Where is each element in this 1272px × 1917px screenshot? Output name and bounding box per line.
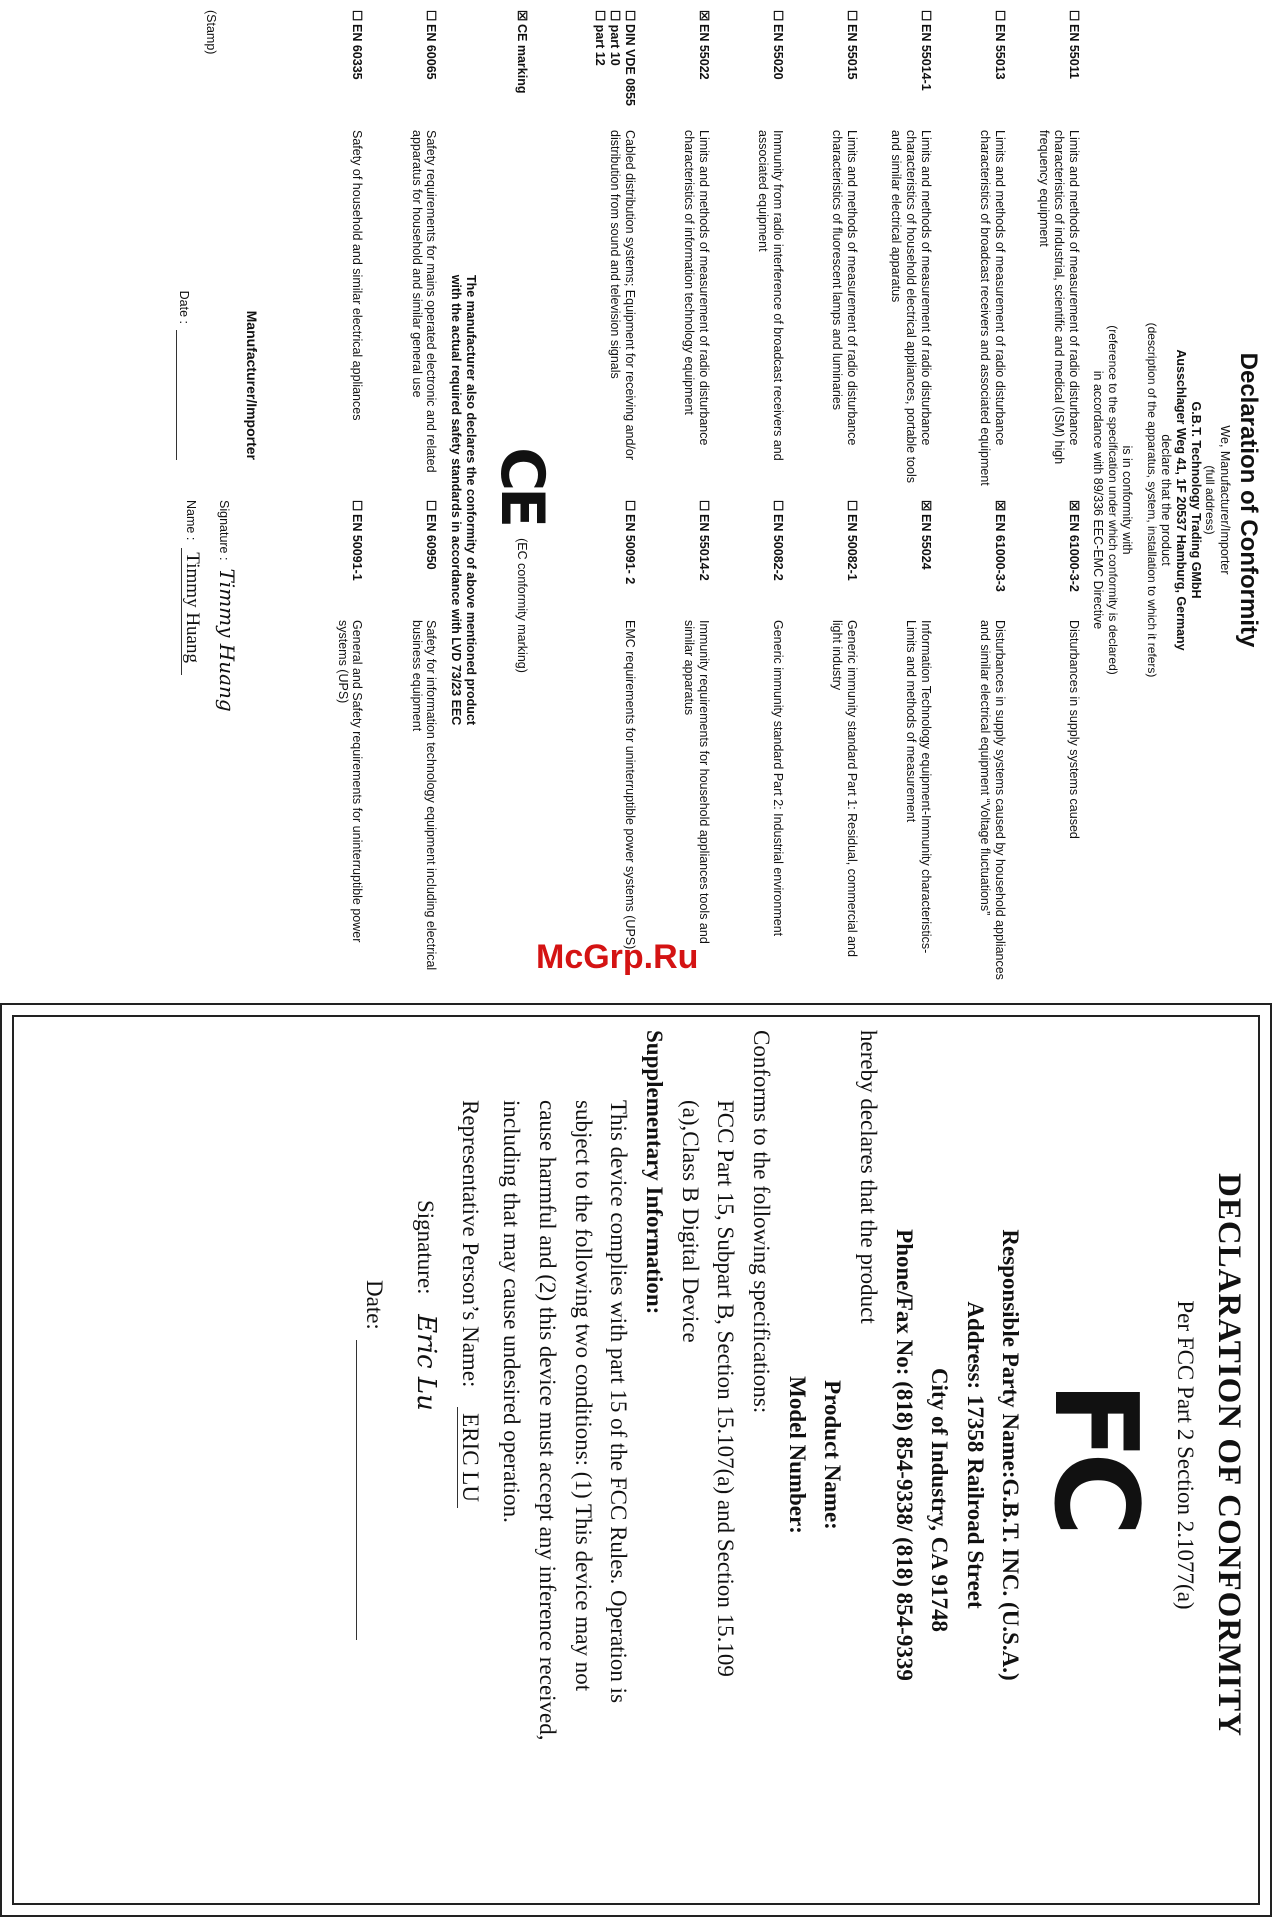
- ce-safety-right: [290, 500, 438, 990]
- fcc-phone-label: Phone/Fax No:: [891, 1229, 917, 1376]
- ce-date-label: Date :: [176, 290, 191, 324]
- standard-entry: [721, 10, 785, 500]
- fcc-party-value: G.B.T. INC. (U.S.A.): [998, 1478, 1024, 1681]
- standard-entry: [943, 10, 1007, 500]
- standard-code: EN 50082-1: [844, 514, 859, 581]
- fcc-signature: Eric Lu: [411, 1314, 442, 1411]
- checkbox-icon: ☐: [844, 10, 859, 22]
- checkbox-icon: ☒: [514, 10, 529, 22]
- fcc-supp-line2: subject to the following two conditions: (1) This device may not: [570, 1100, 596, 1692]
- ce-title: Declaration of Conformity: [1235, 352, 1262, 648]
- watermark: [536, 938, 756, 988]
- fcc-spec-line2: (a),Class B Digital Device: [677, 1100, 703, 1343]
- standard-desc: General and Safety requirements for uninterruptible power systems (UPS): [335, 620, 365, 943]
- standard-code: EN 60950: [424, 514, 439, 570]
- fcc-party-label: Responsible Party Name:: [998, 1229, 1024, 1479]
- standard-desc: Limits and methods of measurement of radio disturbance characteristics of information technology equipment: [681, 130, 711, 446]
- standard-code: EN 60065: [424, 24, 439, 80]
- standard-code: EN 50091-1: [350, 514, 365, 581]
- ce-safety-grid: [290, 10, 438, 990]
- ce-marking-label: CE marking: [514, 24, 529, 94]
- standard-entry: [647, 10, 711, 500]
- standard-entry: [573, 500, 637, 990]
- standard-entry: [795, 10, 859, 500]
- ce-conformity: is in conformity with: [1120, 445, 1135, 555]
- ce-date-line: [176, 330, 191, 460]
- ce-signature: Timmy Huang: [215, 568, 240, 712]
- standard-code: DIN VDE 0855: [622, 24, 637, 106]
- standard-desc: Limits and methods of measurement of radio disturbance characteristics of fluorescent lamps and luminaries: [829, 130, 859, 446]
- standard-code: EN 50091- 2: [622, 514, 637, 585]
- standard-code: EN 55011: [1066, 24, 1081, 79]
- fcc-phone-row: [886, 1030, 922, 1880]
- checkbox-icon: ☐: [696, 500, 711, 512]
- ce-conformity-block: [1091, 10, 1135, 990]
- checkbox-icon: ☒: [1066, 500, 1081, 512]
- ce-signature-area: [176, 10, 274, 990]
- ce-signature-right: [176, 500, 274, 990]
- standard-code: EN 55013: [992, 24, 1007, 80]
- standard-code: EN 60335: [350, 24, 365, 80]
- ce-standards-right: [563, 500, 1081, 990]
- fcc-address-label: Address:: [962, 1301, 988, 1390]
- ce-also-declares-line2: with the actual required safety standards in accordance with LVD 73/23 EEC: [449, 274, 464, 726]
- ce-safety-left: [290, 10, 438, 500]
- ce-standards-grid: [563, 10, 1081, 990]
- fcc-conforms: Conforms to the following specifications:: [748, 1030, 774, 1414]
- fcc-hereby: hereby declares that the product: [855, 1030, 881, 1324]
- checkbox-icon: ☐: [350, 10, 365, 22]
- standard-entry: [300, 500, 364, 990]
- standard-code: EN 55024: [918, 514, 933, 570]
- checkbox-icon: ☐: [424, 10, 439, 22]
- standard-desc: Immunity requirements for household appliances tools and similar apparatus: [681, 620, 711, 944]
- standard-desc: Generic immunity standard Part 1: Residual, commercial and light industry: [829, 620, 859, 957]
- standard-desc: Generic immunity standard Part 2: Industrial environment: [770, 620, 785, 937]
- standard-entry: [795, 500, 859, 990]
- fcc-declaration-content: [24, 1030, 1254, 1880]
- checkbox-icon: ☐: [622, 10, 637, 22]
- fcc-logo: FC: [1028, 1381, 1163, 1529]
- checkbox-icon: ☐: [350, 500, 365, 512]
- standard-code: EN 61000-3-2: [1066, 514, 1081, 592]
- fcc-rep-value: ERIC LU: [457, 1407, 483, 1508]
- fcc-party-row: [993, 1030, 1029, 1880]
- checkbox-icon: ☒: [696, 10, 711, 22]
- ce-also-declares-line1: The manufacturer also declares the conformity of above mentioned product: [463, 274, 478, 726]
- fcc-date-row: [356, 1030, 392, 1880]
- ce-reference: (reference to the specification under which conformity is declared): [1105, 325, 1120, 675]
- ce-marking-row: [486, 10, 557, 990]
- fcc-date-label: Date:: [361, 1280, 387, 1330]
- watermark-text: McGrp.Ru: [536, 938, 699, 976]
- checkbox-icon: ☐: [1066, 10, 1081, 22]
- ce-name-value: Timmy Huang: [181, 548, 203, 675]
- fcc-supp-line3: cause harmful and (2) this device must accept any inference received,: [535, 1100, 561, 1741]
- standard-entry: [374, 500, 438, 990]
- standard-desc: Limits and methods of measurement of radio disturbance characteristics of broadcast receivers and associated equipment: [977, 130, 1007, 486]
- fcc-model-label: Model Number:: [784, 1376, 810, 1534]
- fcc-title: DECLARATION OF CONFORMITY: [1211, 1172, 1247, 1737]
- standard-code: EN 55015: [844, 24, 859, 80]
- standard-desc: Disturbances in supply systems caused: [1066, 620, 1081, 839]
- checkbox-icon: ☐: [844, 500, 859, 512]
- fcc-phone-value: (818) 854-9338/ (818) 854-9339: [891, 1381, 917, 1681]
- ce-full-address: (full address): [1202, 465, 1217, 535]
- fcc-product-label: Product Name:: [820, 1380, 846, 1530]
- standard-code: EN 50082-2: [770, 514, 785, 581]
- standard-code-part10: ☐ part 10: [607, 10, 622, 66]
- fcc-address-line1: 17358 Railroad Street: [962, 1394, 988, 1609]
- fcc-supp-line4: including that may cause undesired operation.: [499, 1100, 525, 1523]
- fcc-date-line: [356, 1340, 381, 1640]
- ce-declaration-content: [12, 10, 1262, 990]
- ce-name-label: Name :: [183, 500, 198, 541]
- standard-entry: [943, 500, 1007, 990]
- ce-description: (description of the apparatus, system, installation to which it refers): [1144, 322, 1159, 678]
- standard-desc: Safety of household and similar electrical appliances: [350, 130, 365, 421]
- ce-name-row: [180, 500, 202, 990]
- checkbox-icon: ☐: [918, 10, 933, 22]
- standard-entry: [647, 500, 711, 990]
- standard-desc: EMC requirements for uninterruptible power systems (UPS): [622, 620, 637, 950]
- fcc-supp-label: Supplementary Information:: [642, 1030, 668, 1315]
- fcc-signature-label: Signature:: [413, 1200, 439, 1295]
- standard-code: EN 61000-3-3: [992, 514, 1007, 592]
- ce-we: We, Manufacturer/Importer: [1217, 425, 1232, 575]
- checkbox-icon: ☐: [424, 500, 439, 512]
- checkbox-icon: ☐: [770, 10, 785, 22]
- fcc-address-line2: City of Industry, CA 91748: [927, 1368, 953, 1632]
- fcc-supp-line1: This device complies with part 15 of the FCC Rules. Operation is: [606, 1100, 632, 1704]
- standard-entry: [869, 500, 933, 990]
- checkbox-icon: ☒: [918, 500, 933, 512]
- ce-manufacturer-label: Manufacturer/Importer: [244, 310, 261, 460]
- standard-code: EN 55014-1: [918, 24, 933, 91]
- checkbox-icon: ☒: [992, 500, 1007, 512]
- fcc-declaration-page: [0, 1003, 1272, 1917]
- fcc-signature-row: [406, 1030, 446, 1880]
- standard-desc: Safety requirements for mains operated electronic and related apparatus for household and similar general use: [409, 130, 439, 473]
- ce-company: G.B.T. Technology Trading GMbH: [1188, 401, 1203, 599]
- fcc-address-row: [957, 1030, 993, 1880]
- standard-code: EN 55022: [696, 24, 711, 80]
- standard-desc: Immunity from radio interference of broadcast receivers and associated equipment: [755, 130, 785, 461]
- standard-entry: [869, 10, 933, 500]
- standard-desc: Information Technology equipment-Immunity characteristics-Limits and methods of measurement: [903, 620, 933, 954]
- fcc-rep-row: [452, 1030, 488, 1880]
- fcc-rep-label: Representative Person’s Name:: [457, 1100, 483, 1388]
- fcc-subtitle: Per FCC Part 2 Section 2.1077(a): [1172, 1300, 1198, 1610]
- ce-date-row: [176, 10, 191, 500]
- ce-signature-label: Signature :: [217, 500, 232, 561]
- ce-directive: in accordance with 89/336 EEC-EMC Directive: [1091, 370, 1106, 630]
- ce-signature-row: [215, 500, 239, 990]
- standard-entry: [721, 500, 785, 990]
- checkbox-icon: ☐: [992, 10, 1007, 22]
- ce-signature-left: [176, 10, 274, 500]
- ce-logo: CE: [486, 447, 557, 525]
- ce-address: Ausschlager Weg 41, 1F 20537 Hamburg, Germany: [1174, 349, 1189, 651]
- standard-entry: [1017, 10, 1081, 500]
- standard-code: EN 55014-2: [696, 514, 711, 581]
- standard-desc: Disturbances in supply systems caused by household appliances and similar electrical equipment “Voltage fluctuations”: [977, 620, 1007, 980]
- standard-desc: Limits and methods of measurement of radio disturbance characteristics of household electrical appliances, portable tools and similar electrical apparatus: [889, 130, 933, 483]
- ce-declare: declare that the product: [1159, 434, 1174, 566]
- ce-stamp-label: (Stamp): [203, 10, 218, 55]
- ce-marking-note: (EC conformity marking): [514, 538, 529, 673]
- standard-desc: Cabled distribution systems; Equipment for receiving and/or distribution from sound and television signals: [607, 130, 637, 461]
- ce-header: [1091, 10, 1262, 990]
- standard-entry: [1017, 500, 1081, 990]
- standard-code: EN 55020: [770, 24, 785, 80]
- standard-desc: Limits and methods of measurement of radio disturbance characteristics of industrial, scientific and medical (ISM) high frequency equipment: [1037, 130, 1081, 465]
- fcc-spec-line1: FCC Part 15, Subpart B, Section 15.107(a) and Section 15.109: [713, 1100, 739, 1677]
- ce-also-declares: [448, 10, 478, 990]
- checkbox-icon: ☐: [770, 500, 785, 512]
- standard-code-part12: ☐ part 12: [593, 10, 608, 66]
- checkbox-icon: ☐: [622, 500, 637, 512]
- standard-desc: Safety for information technology equipment including electrical business equipment: [409, 620, 439, 971]
- ce-standards-left: [563, 10, 1081, 500]
- standard-entry: [300, 10, 364, 500]
- standard-entry: [573, 10, 637, 500]
- standard-entry: [374, 10, 438, 500]
